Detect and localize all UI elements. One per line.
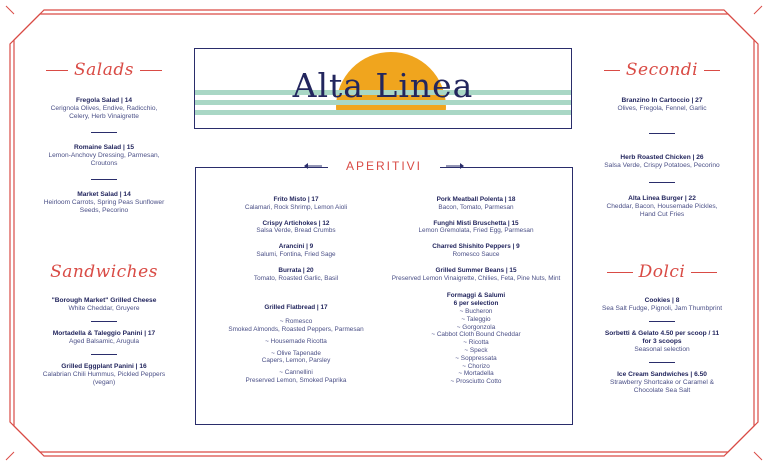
menu-item: Arancini | 9 Salumi, Fontina, Fried Sage xyxy=(256,243,336,258)
secondi-list xyxy=(600,97,724,219)
secondi-heading: Secondi xyxy=(598,60,726,80)
flatbread-option: ~ Olive Tapenade Capers, Lemon, Parsley xyxy=(261,349,331,365)
cheese-option: ~ Cabbot Cloth Bound Cheddar xyxy=(431,331,521,339)
divider xyxy=(649,133,675,134)
cheese-option: ~ Taleggio xyxy=(461,315,491,323)
menu-item: Grilled Summer Beans | 15 Preserved Lemon Vinaigrette, Chilies, Feta, Pine Nuts, Mint xyxy=(391,266,561,282)
menu-item: Fregola Salad | 14 Cerignola Olives, Endive, Radicchio, Celery, Herb Vinaigrette xyxy=(50,97,158,120)
divider xyxy=(649,182,675,183)
flatbread-option: ~ Cannellini Preserved Lemon, Smoked Paprika xyxy=(245,369,347,384)
cheese-option: ~ Speck xyxy=(464,346,488,354)
divider xyxy=(91,354,117,355)
divider xyxy=(91,132,117,133)
flatbread-item: Grilled Flatbread | 17 ~ Romesco Smoked Almonds, Roasted Peppers, Parmesan ~ Housemade Ricotta ~ Olive Tapenade Capers, Lemon, Parsley ~ Cannellini Preserved Lemon, Smoked Paprika xyxy=(208,304,384,384)
aperitivi-heading: APERITIVI xyxy=(328,156,440,176)
salads-list xyxy=(42,97,166,215)
cheese-option: ~ Prosciutto Cotto xyxy=(450,378,502,386)
divider xyxy=(649,362,675,363)
menu-item: Romaine Salad | 15 Lemon-Anchovy Dressing, Parmesan, Croutons xyxy=(48,144,160,167)
menu-item: Alta Linea Burger | 22 Cheddar, Bacon, Housemade Pickles, Hand Cut Fries xyxy=(606,195,718,218)
sandwiches-list xyxy=(42,297,166,387)
cheese-option: ~ Bucheron xyxy=(459,307,493,315)
menu-item: "Borough Market" Grilled Cheese White Cheddar, Gruyere xyxy=(51,297,157,312)
menu-item: Mortadella & Taleggio Panini | 17 Aged Balsamic, Arugula xyxy=(52,330,156,345)
divider xyxy=(91,179,117,180)
menu-item: Herb Roasted Chicken | 26 Salsa Verde, Crispy Potatoes, Pecorino xyxy=(604,154,720,169)
cheese-option: ~ Soppressata xyxy=(455,354,497,362)
menu-item: Sorbetti & Gelato 4.50 per scoop / 11 for 3 scoops Seasonal selection xyxy=(604,330,720,353)
cheese-option: ~ Gorgonzola xyxy=(456,323,496,331)
flatbread-option: ~ Housemade Ricotta xyxy=(265,337,327,345)
menu-item: Grilled Eggplant Panini | 16 Calabrian Chili Hummus, Pickled Peppers (vegan) xyxy=(42,363,166,386)
dolci-list xyxy=(600,297,724,395)
aperitivi-left-column xyxy=(208,196,384,393)
menu-item: Branzino In Cartoccio | 27 Olives, Fregola, Fennel, Garlic xyxy=(617,97,707,112)
divider xyxy=(649,321,675,322)
cheese-option: ~ Mortadella xyxy=(458,370,494,378)
menu-item: Market Salad | 14 Heirloom Carrots, Spring Peas Sunflower Seeds, Pecorino xyxy=(43,191,165,214)
salads-heading: Salads xyxy=(40,60,168,80)
menu-item: Crispy Artichokes | 12 Salsa Verde, Bread Crumbs xyxy=(256,219,336,235)
sandwiches-heading: Sandwiches xyxy=(50,262,158,282)
menu-item: Pork Meatball Polenta | 18 Bacon, Tomato, Parmesan xyxy=(436,196,516,211)
menu-item: Charred Shishito Peppers | 9 Romesco Sauce xyxy=(432,243,520,258)
menu-item: Frito Misto | 17 Calamari, Rock Shrimp, Lemon Aioli xyxy=(244,196,348,211)
cheese-option: ~ Chorizo xyxy=(462,362,490,370)
flatbread-option: ~ Romesco Smoked Almonds, Roasted Peppers, Parmesan xyxy=(228,318,364,333)
aperitivi-right-column xyxy=(390,196,562,394)
divider xyxy=(91,321,117,322)
menu-item: Cookies | 8 Sea Salt Fudge, Pignoli, Jam Thumbprint xyxy=(601,297,723,312)
menu-item: Ice Cream Sandwiches | 6.50 Strawberry Shortcake or Caramel & Chocolate Sea Salt xyxy=(609,371,715,394)
formaggi-item: Formaggi & Salumi 6 per selection ~ Bucheron ~ Taleggio ~ Gorgonzola ~ Cabbot Cloth Bound Cheddar ~ Ricotta ~ Speck ~ Soppressata ~ Chorizo ~ Mortadella ~ Prosciutto Cotto xyxy=(390,292,562,386)
dolci-heading: Dolci xyxy=(598,262,726,282)
logo-banner xyxy=(194,48,572,129)
cheese-option: ~ Ricotta xyxy=(463,339,489,347)
menu-item: Funghi Misti Bruschetta | 15 Lemon Gremolata, Fried Egg, Parmesan xyxy=(418,219,534,235)
menu-item: Burrata | 20 Tomato, Roasted Garlic, Basil xyxy=(253,266,339,282)
brand-logo: Alta Linea xyxy=(292,66,474,105)
